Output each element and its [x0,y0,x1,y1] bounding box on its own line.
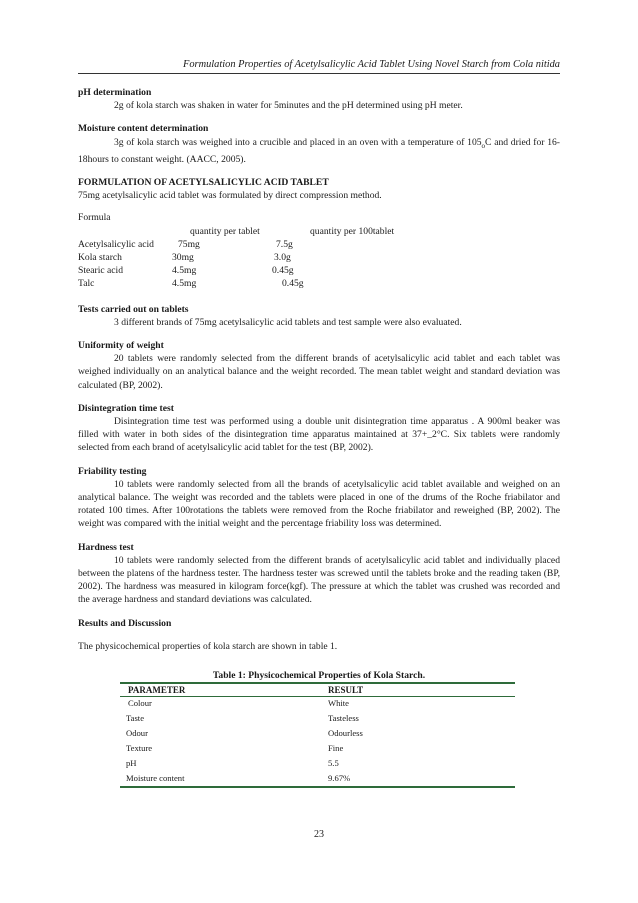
table-row [120,741,515,756]
moisture-text [78,136,560,166]
page-number: 23 [314,829,324,840]
formula-row-per-tablet: 30mg [172,251,194,263]
table1-col-result: RESULT [328,685,364,695]
ph-heading: pH determination [78,87,152,98]
table1-result: Odourless [328,728,363,738]
formula-table [78,225,560,293]
friability-text: 10 tablets were randomly selected from all the brands of acetylsalicylic acid tablet available and weighed on an analytical balance. The weight was recorded and the tablets were placed in one of the drums of the Roche friabilator and rotated 100 times. After 100rotations the tablets were removed from the Roche friabilator and reweighed (BP, 2002). The weight was compared with the initial weight and the percentage friability loss was determined. [78,478,560,530]
formula-row-name: Acetylsalicylic acid [78,238,154,250]
disintegration-heading: Disintegration time test [78,402,174,414]
formula-col-header-2: quantity per 100tablet [310,225,395,237]
table1-result: 9.67% [328,773,351,783]
table1-bottom-rule [120,786,515,788]
moisture-text-b: C and dried for 16-18hours to constant weight. (AACC, 2005). [78,136,560,165]
tests-text: 3 different brands of 75mg acetylsalicylic acid tablets and test sample were also evaluated. [114,316,462,328]
formula-row-per-100: 0.45g [272,264,294,276]
results-text: The physicochemical properties of kola starch are shown in table 1. [78,640,338,652]
table1-parameter: Taste [126,713,145,723]
moisture-text-sub: o [481,141,486,150]
running-head: Formulation Properties of Acetylsalicylic Acid Tablet Using Novel Starch from Cola nitida [78,59,560,74]
formula-row-per-100: 0.45g [282,277,304,289]
table1-caption: Table 1: Physicochemical Properties of Kola Starch. [212,670,426,681]
formula-row-per-100: 3.0g [274,251,291,263]
body-content [78,86,560,653]
table-row [120,756,515,771]
formula-col-header-1: quantity per tablet [190,225,260,237]
table1-parameter: Texture [126,743,153,753]
table1-result: 5.5 [328,758,339,768]
ph-text: 2g of kola starch was shaken in water for 5minutes and the pH determined using pH meter. [114,100,463,112]
uniformity-text: 20 tablets were randomly selected from the different brands of acetylsalicylic acid tablet and each tablet was weighed individually on an analytical balance and the weight recorded. The mean tablet weight and standard deviation was calculated (BP, 2002). [78,353,560,391]
formula-row-per-tablet: 75mg [178,238,200,250]
formulation-text: 75mg acetylsalicylic acid tablet was formulated by direct compression method. [78,190,382,202]
disintegration-text: Disintegration time test was performed using a double unit disintegration time apparatus . A 900ml beaker was filled with water in both sides of the disintegration time apparatus maintained at 37+_2°C. Six tablets were randomly selected from each brand of acetylsalicylic acid tablet for the test (BP, 2002). [78,415,560,454]
table-row [120,726,515,741]
formula-row-per-tablet: 4.5mg [172,264,197,276]
results-heading: Results and Discussion [78,617,172,629]
table1-parameter: Odour [126,728,148,738]
tests-heading: Tests carried out on tablets [78,303,189,315]
formula-row-per-100: 7.5g [276,238,293,250]
hardness-text: 10 tablets were randomly selected from the different brands of acetylsalicylic acid tablet and individually placed between the platens of the hardness tester. The hardness tester was screwed until the tablets broke and the reading taken (BP, 2002). The hardness was measured in kilogram force(kgf). The pressure at which the tablet was crushed was recorded and the average hardness and standard deviations was calculated. [78,554,560,606]
table-row [120,696,515,711]
formulation-heading: FORMULATION OF ACETYLSALICYLIC ACID TABLET [78,176,329,188]
formula-row-name: Stearic acid [78,264,124,276]
moisture-heading: Moisture content determination [78,123,209,135]
moisture-text-a: 3g of kola starch was weighed into a crucible and placed in an oven with a temperature of 105 [114,136,482,148]
table1-parameter: pH [126,758,137,768]
table1-result: Tasteless [328,713,359,723]
table1-parameter: Moisture content [126,773,185,783]
formula-row-name: Talc [78,277,95,289]
table1-col-parameter: PARAMETER [128,685,186,695]
hardness-heading: Hardness test [78,541,134,553]
formula-label: Formula [78,212,111,224]
uniformity-heading: Uniformity of weight [78,339,164,351]
table-row [120,771,515,786]
formula-row-name: Kola starch [78,251,122,263]
table1-parameter: Colour [128,698,152,708]
table-row [120,711,515,726]
formula-row-per-tablet: 4.5mg [172,277,197,289]
table1-result: White [328,698,349,708]
friability-heading: Friability testing [78,465,147,477]
table1-result: Fine [328,743,344,753]
